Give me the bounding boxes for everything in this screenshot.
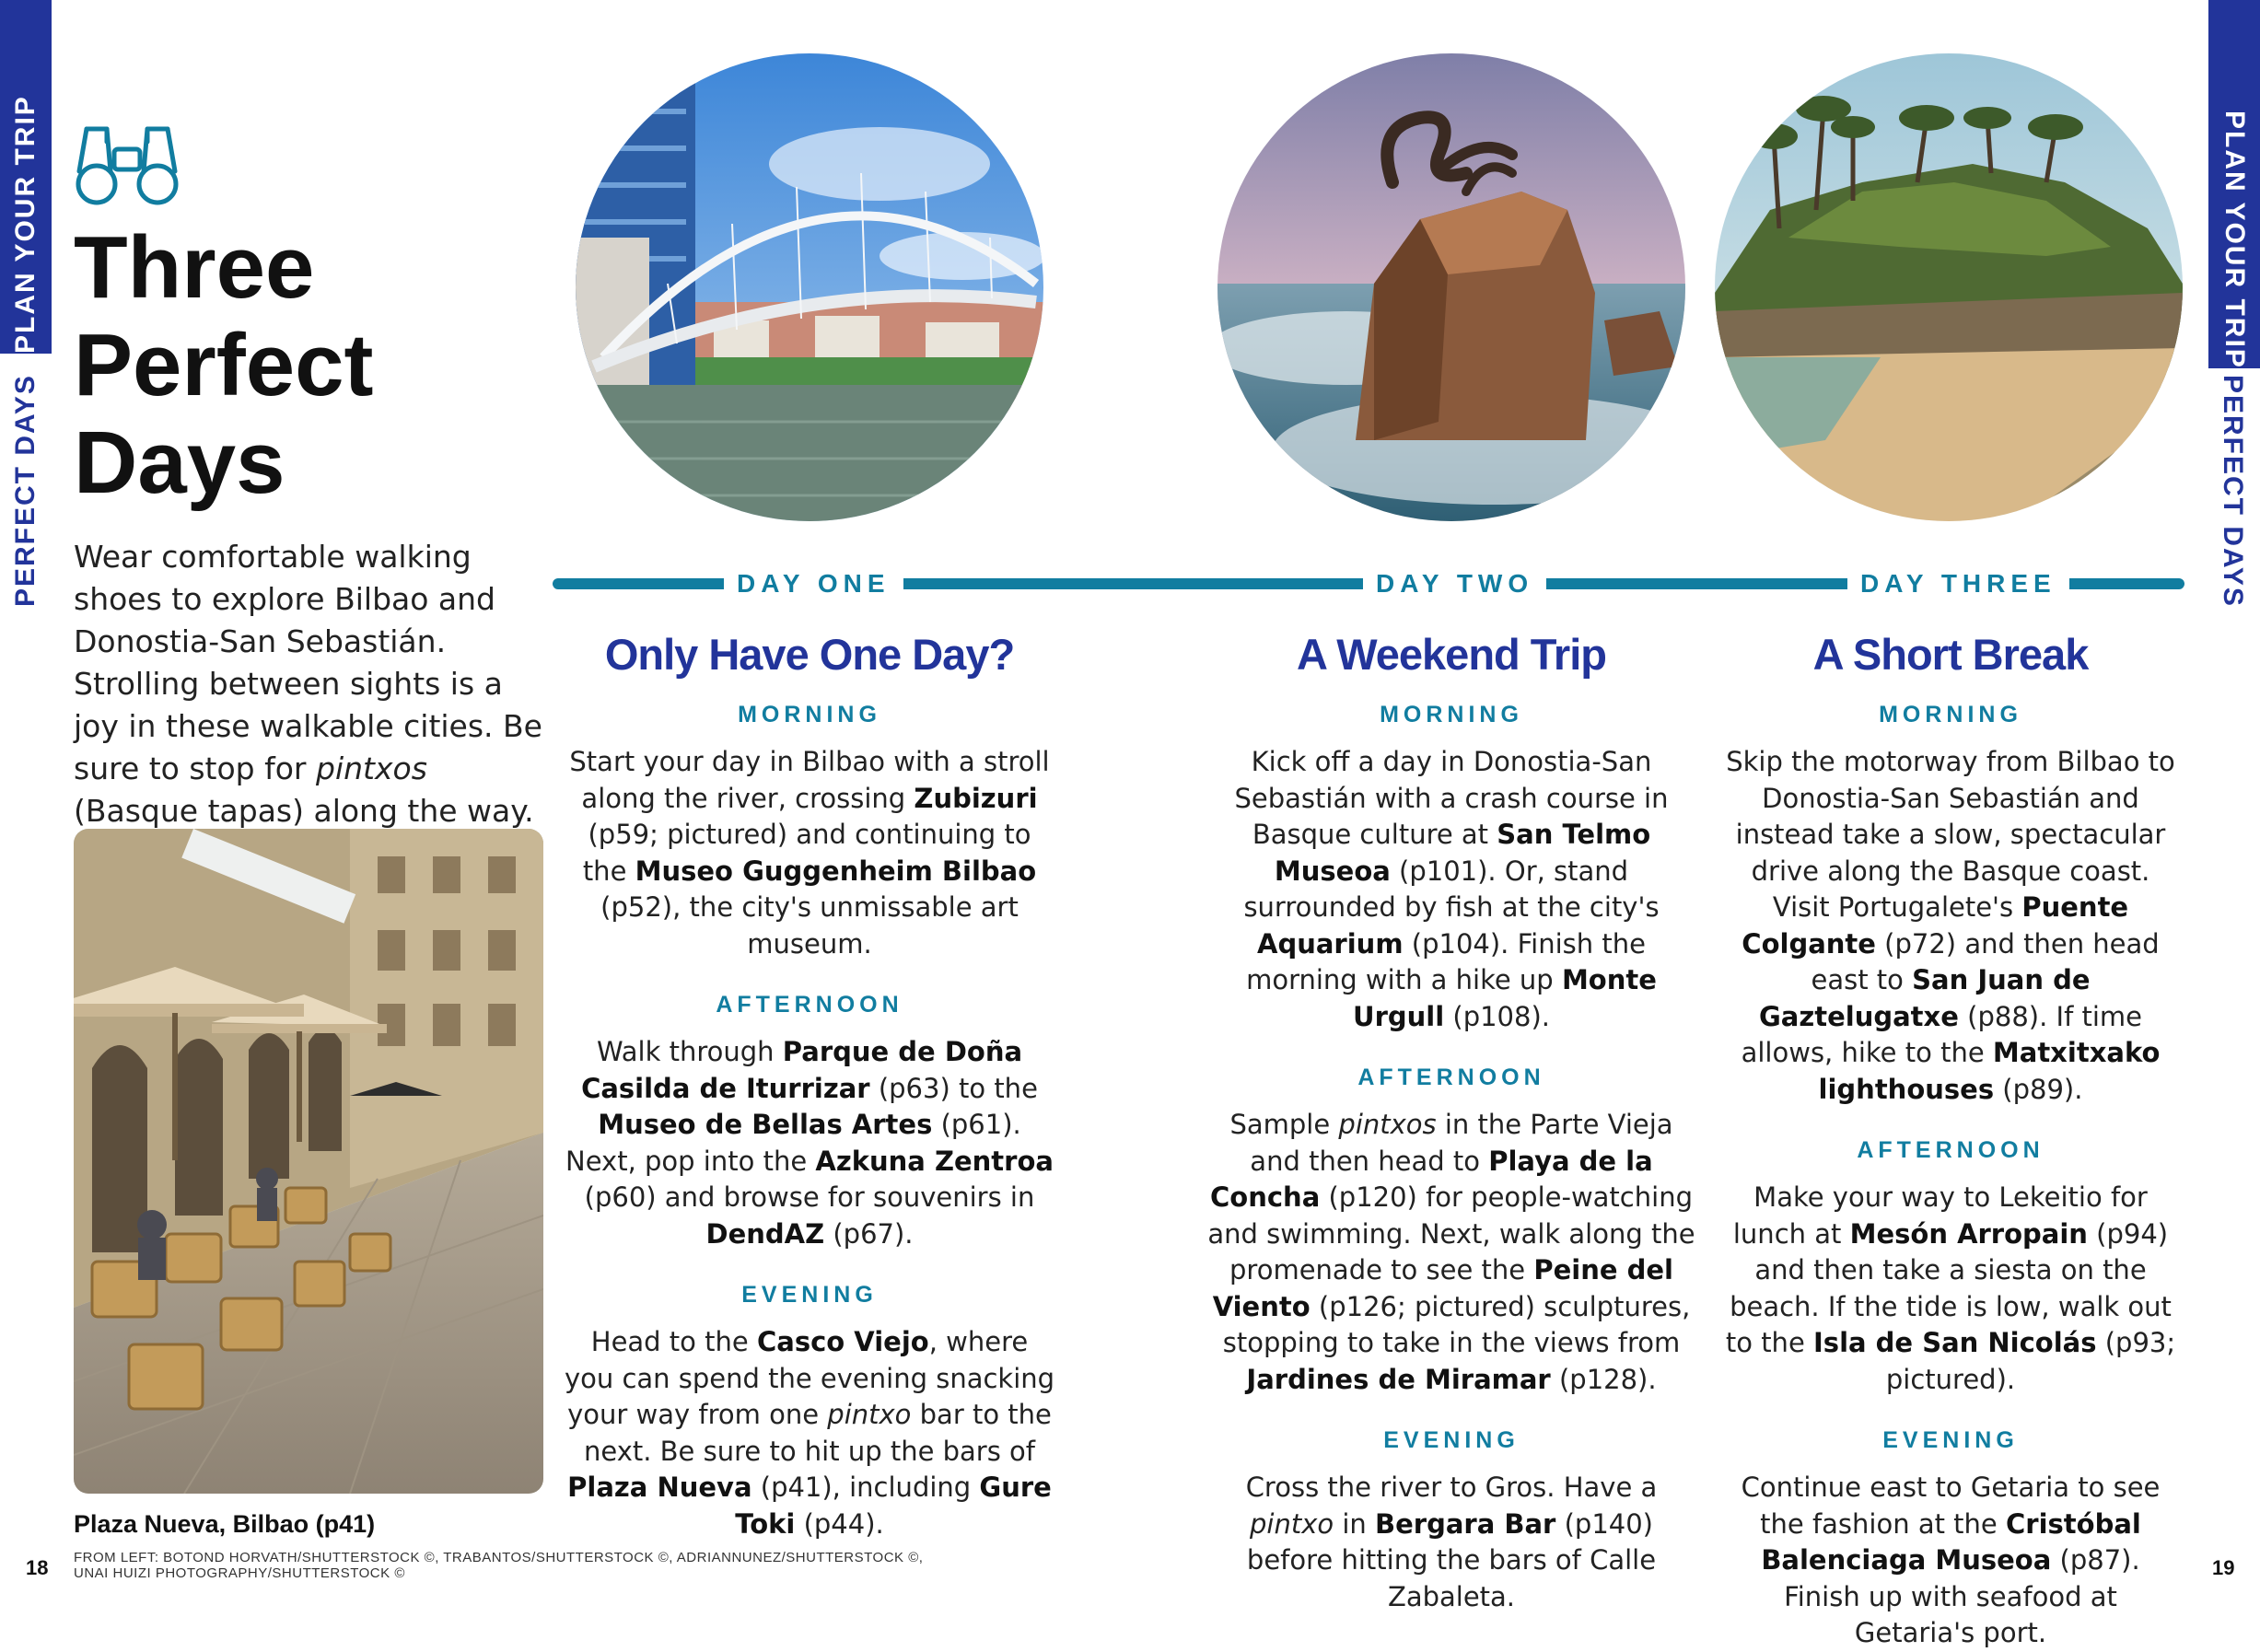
text-run: Start your day in Bilbao with a stroll along the river, crossing	[569, 746, 1050, 814]
text-run: Kick off a day in Donostia-San Sebastián with a crash course in Basque culture at	[1234, 746, 1669, 850]
text-run: (p128).	[1550, 1363, 1657, 1395]
text-run: (p108).	[1444, 1000, 1550, 1032]
text-run: (p94) and then take a siesta on the beach. If the tide is low, walk out to the	[1725, 1217, 2172, 1358]
bold-place-name: Azkuna Zentroa	[815, 1145, 1054, 1177]
section-heading: MORNING	[1879, 702, 2022, 727]
section-heading: MORNING	[738, 702, 881, 727]
section-text	[564, 1324, 1055, 1542]
text-run: , where you can spend the evening snacking your way from one	[564, 1326, 1055, 1430]
isla-de-san-nicolas-photo	[1715, 53, 2183, 521]
credits-line: FROM LEFT: BOTOND HORVATH/SHUTTERSTOCK ©, TRABANTOS/SHUTTERSTOCK ©, ADRIANNUNEZ/SHUTTERSTOCK ©,	[74, 1550, 924, 1565]
section-heading: EVENING	[1882, 1427, 2019, 1453]
text-run: bar to the next. Be sure to hit up the bars of	[583, 1399, 1052, 1467]
bold-place-name: Monte Urgull	[1353, 964, 1657, 1032]
zubizuri-bridge-photo	[576, 53, 1043, 521]
plaza-nueva-photo	[74, 829, 543, 1494]
day-three-label: DAY THREE	[1847, 565, 2069, 602]
italic-term: pintxos	[1338, 1109, 1437, 1140]
text-run: (p60) and browse for souvenirs in	[584, 1181, 1035, 1213]
bold-place-name: San Juan de Gaztelugatxe	[1758, 964, 2091, 1032]
text-run: (p120) for people-watching and swimming. Next, walk along the promenade to see the	[1207, 1181, 1695, 1286]
text-run: in the Parte Vieja and then head to	[1250, 1109, 1673, 1177]
section-heading: AFTERNOON	[1857, 1137, 2044, 1163]
day-one-label: DAY ONE	[724, 565, 903, 602]
page-title	[74, 219, 553, 512]
text-run: (p72) and then head east to	[1811, 927, 2160, 995]
section-text	[1203, 1470, 1700, 1615]
page-number-right: 19	[2212, 1556, 2235, 1579]
page-number-left: 18	[26, 1556, 49, 1579]
bold-place-name: DendAZ	[705, 1217, 825, 1250]
photo-credits	[74, 1550, 1087, 1581]
text-run: (p140) before hitting the bars of Calle Zabaleta.	[1246, 1507, 1657, 1612]
title-line: Days	[74, 413, 285, 512]
text-run: Walk through	[596, 1036, 783, 1067]
section-text	[1720, 744, 2181, 1108]
text-run: in	[1334, 1507, 1376, 1540]
day-three-column	[1720, 622, 2181, 1652]
photo-caption: Plaza Nueva, Bilbao (p41)	[74, 1510, 376, 1538]
text-run: (p41), including	[751, 1472, 980, 1503]
text-run: (p61). Next, pop into the	[565, 1109, 1021, 1177]
day-two-column	[1203, 622, 1700, 1615]
bold-place-name: Isla de San Nicolás	[1813, 1327, 2097, 1358]
bold-place-name: Casco Viejo	[756, 1326, 929, 1357]
day-two-title: A Weekend Trip	[1297, 630, 1606, 679]
section-text	[564, 744, 1055, 962]
text-run: (p87). Finish up with seafood at Getaria's port.	[1784, 1544, 2140, 1648]
text-run: (p63) to the	[869, 1072, 1038, 1104]
bold-place-name: Playa de la Concha	[1210, 1145, 1653, 1213]
text-run: Continue east to Getaria to see the fashion at the	[1741, 1472, 2161, 1540]
bold-place-name: San Telmo Museoa	[1274, 819, 1651, 887]
text-run: (p67).	[824, 1217, 914, 1250]
right-plan-your-trip-label: PLAN YOUR TRIP	[2219, 111, 2250, 369]
right-perfect-days-label: PERFECT DAYS	[2218, 375, 2248, 608]
bold-place-name: Matxitxako lighthouses	[1818, 1037, 2161, 1105]
binoculars-icon	[74, 122, 181, 206]
bold-place-name: Cristóbal Balenciaga Museoa	[1761, 1507, 2141, 1576]
bold-place-name: Gure Toki	[735, 1472, 1052, 1540]
intro-text: Wear comfortable walking shoes to explore Bilbao and Donostia-San Sebastián. Strolling between sights is a joy in these walkable cities. Be sure to stop for	[74, 539, 542, 786]
bold-place-name: Zubizuri	[914, 782, 1038, 814]
section-heading: EVENING	[741, 1282, 878, 1308]
section-heading: EVENING	[1383, 1427, 1520, 1453]
day-one-title: Only Have One Day?	[604, 630, 1015, 679]
bold-place-name: Aquarium	[1257, 927, 1404, 960]
section-heading: MORNING	[1380, 702, 1523, 727]
text-run: (p59; pictured) and continuing to the	[582, 819, 1031, 887]
intro-text-end: (Basque tapas) along the way.	[74, 793, 534, 829]
italic-term: pintxo	[827, 1399, 912, 1430]
left-plan-your-trip-label: PLAN YOUR TRIP	[10, 95, 41, 354]
bold-place-name: Puente Colgante	[1742, 891, 2129, 960]
text-run: (p88). If time allows, hike to the	[1741, 1000, 2143, 1068]
peine-del-viento-photo	[1217, 53, 1685, 521]
credits-line: UNAI HUIZI PHOTOGRAPHY/SHUTTERSTOCK ©	[74, 1565, 405, 1581]
text-run: (p104). Finish the morning with a hike up	[1246, 927, 1646, 995]
text-run: (p126; pictured) sculptures, stopping to take in the views from	[1222, 1290, 1691, 1358]
section-heading: AFTERNOON	[1357, 1064, 1545, 1090]
text-run: (p89).	[1994, 1073, 2083, 1105]
bold-place-name: Bergara Bar	[1375, 1507, 1556, 1540]
day-three-title: A Short Break	[1812, 630, 2089, 679]
text-run: Sample	[1229, 1109, 1339, 1140]
day-one-column	[564, 622, 1055, 1542]
text-run: (p52), the city's unmissable art museum.	[600, 891, 1019, 960]
text-run: Cross the river to Gros. Have a	[1245, 1472, 1658, 1503]
title-line: Three	[74, 218, 315, 317]
text-run: (p44).	[795, 1507, 884, 1540]
section-text	[1720, 1470, 2181, 1652]
section-text	[1203, 744, 1700, 1035]
intro-paragraph	[74, 536, 553, 832]
text-run: Make your way to Lekeitio for lunch at	[1732, 1181, 2148, 1250]
section-heading: AFTERNOON	[716, 992, 903, 1018]
italic-term: pintxo	[1250, 1507, 1334, 1540]
text-run: Skip the motorway from Bilbao to Donostia-San Sebastián and instead take a slow, spectacular drive along the Basque coast. Visit Portugalete's	[1726, 746, 2175, 923]
bold-place-name: Parque de Doña Casilda de Iturrizar	[581, 1036, 1023, 1104]
bold-place-name: Jardines de Miramar	[1246, 1363, 1551, 1395]
left-perfect-days-label: PERFECT DAYS	[10, 374, 41, 607]
section-text	[1720, 1180, 2181, 1398]
bold-place-name: Peine del Viento	[1212, 1254, 1673, 1322]
text-run: Head to the	[590, 1326, 757, 1357]
bold-place-name: Museo de Bellas Artes	[598, 1109, 933, 1140]
title-line: Perfect	[74, 316, 374, 414]
day-two-label: DAY TWO	[1363, 565, 1546, 602]
bold-place-name: Mesón Arropain	[1849, 1217, 2088, 1250]
section-text	[564, 1034, 1055, 1252]
text-run: (p101). Or, stand surrounded by fish at the city's	[1243, 855, 1660, 923]
intro-italic: pintxos	[316, 750, 427, 786]
bold-place-name: Plaza Nueva	[567, 1472, 752, 1503]
bold-place-name: Museo Guggenheim Bilbao	[635, 855, 1037, 887]
text-run: (p93; pictured).	[1885, 1327, 2176, 1395]
section-text	[1203, 1107, 1700, 1398]
